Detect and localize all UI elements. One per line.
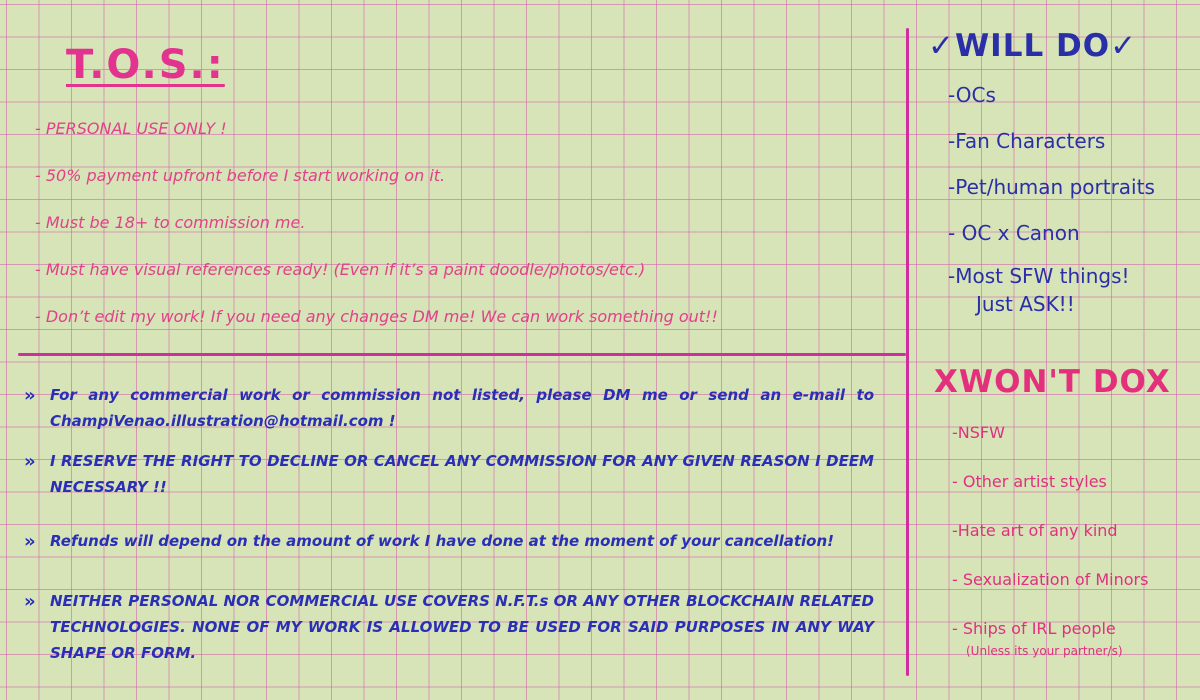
double-chevron-icon: » bbox=[24, 451, 36, 472]
horizontal-divider bbox=[18, 353, 906, 356]
double-chevron-icon: » bbox=[24, 385, 36, 406]
commercial-rule bbox=[24, 448, 874, 528]
vertical-divider bbox=[906, 28, 909, 676]
wont-do-item bbox=[952, 614, 1148, 663]
double-chevron-icon: » bbox=[24, 531, 36, 552]
commercial-rules-list bbox=[24, 382, 874, 668]
commercial-rule bbox=[24, 528, 874, 588]
personal-rule: - Must have visual references ready! (Even if it’s a paint doodle/photos/etc.) bbox=[35, 260, 646, 279]
commercial-rule-text: NEITHER PERSONAL NOR COMMERCIAL USE COVERS N.F.T.s OR ANY OTHER BLOCKCHAIN RELATED TECHNOLOGIES. NONE OF MY WORK IS ALLOWED TO BE USED FOR SAID PURPOSES IN ANY WAY SHAPE OR FORM. bbox=[50, 592, 874, 662]
will-do-item: - OC x Canon bbox=[948, 221, 1080, 245]
will-do-list bbox=[948, 78, 1155, 316]
personal-rule: - Don’t edit my work! If you need any changes DM me! We can work something out!! bbox=[35, 307, 718, 326]
will-do-item: -OCs bbox=[948, 83, 996, 107]
wont-do-item: -NSFW bbox=[952, 423, 1005, 442]
wont-do-item: - Other artist styles bbox=[952, 472, 1107, 491]
will-do-item bbox=[948, 262, 1155, 316]
wont-do-item-note: (Unless its your partner/s) bbox=[966, 644, 1123, 658]
will-do-item: -Fan Characters bbox=[948, 129, 1106, 153]
tos-title: T.O.S.: bbox=[66, 42, 225, 88]
will-do-item-sub: Just ASK!! bbox=[976, 292, 1075, 316]
will-do-item: -Pet/human portraits bbox=[948, 175, 1155, 199]
personal-rule: - 50% payment upfront before I start working on it. bbox=[35, 166, 446, 185]
will-do-item-text: -Most SFW things! bbox=[948, 264, 1130, 288]
commercial-rule-text: I RESERVE THE RIGHT TO DECLINE OR CANCEL ANY COMMISSION FOR ANY GIVEN REASON I DEEM NECESSARY !! bbox=[50, 452, 874, 496]
double-chevron-icon: » bbox=[24, 591, 36, 612]
wont-do-item: -Hate art of any kind bbox=[952, 521, 1118, 540]
personal-rules-list bbox=[35, 114, 895, 349]
personal-rule: - Must be 18+ to commission me. bbox=[35, 213, 306, 232]
commercial-rule bbox=[24, 382, 874, 448]
wont-do-list bbox=[952, 418, 1148, 663]
commercial-rule bbox=[24, 588, 874, 668]
wont-do-item: - Sexualization of Minors bbox=[952, 570, 1149, 589]
commercial-rule-text: For any commercial work or commission not listed, please DM me or send an e-mail to ChampiVenao.illustration@hotmail.com ! bbox=[50, 386, 874, 430]
personal-rule: - PERSONAL USE ONLY ! bbox=[35, 119, 227, 138]
wont-do-item-text: - Ships of IRL people bbox=[952, 619, 1116, 638]
will-do-heading: ✓WILL DO✓ bbox=[928, 28, 1138, 64]
wont-do-heading: XWON'T DOX bbox=[934, 364, 1171, 400]
commercial-rule-text: Refunds will depend on the amount of work I have done at the moment of your cancellation! bbox=[50, 532, 834, 550]
